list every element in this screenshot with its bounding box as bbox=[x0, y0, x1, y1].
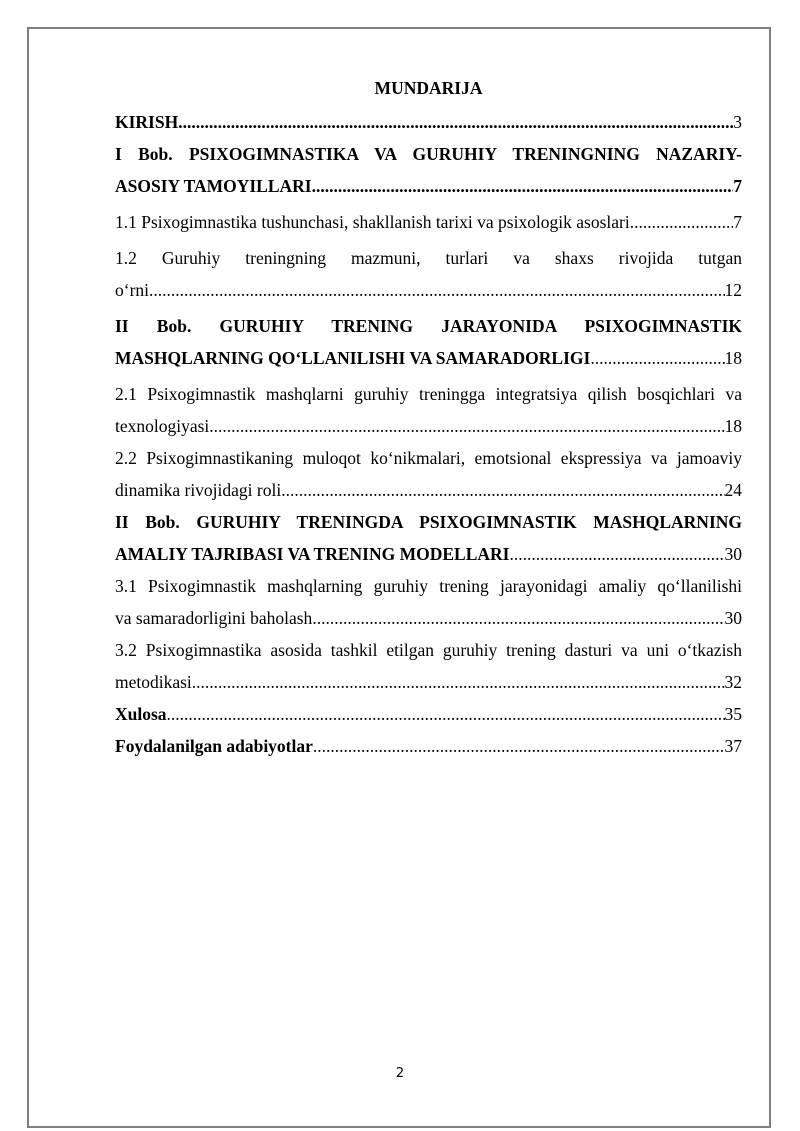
toc-entry-section-1-2[interactable] bbox=[115, 242, 742, 306]
table-of-contents bbox=[115, 76, 742, 762]
toc-entry-section-1-1[interactable] bbox=[115, 206, 742, 238]
toc-leader-dots bbox=[630, 206, 734, 238]
toc-page-number: 7 bbox=[733, 212, 742, 232]
toc-leader-dots bbox=[510, 538, 725, 570]
toc-entry-line: 1.2 Guruhiy treningning mazmuni, turlari va shaxs rivojida tutgan bbox=[115, 248, 742, 268]
toc-entry-chapter-3[interactable] bbox=[115, 506, 742, 570]
toc-entry-section-3-2[interactable] bbox=[115, 634, 742, 698]
toc-page-number: 32 bbox=[724, 672, 742, 692]
toc-page-number: 24 bbox=[724, 480, 742, 500]
toc-leader-dots bbox=[167, 698, 725, 730]
toc-leader-dots bbox=[192, 666, 725, 698]
toc-entry-text: MASHQLARNING QO‘LLANILISHI VA SAMARADORLIGI bbox=[115, 348, 591, 368]
toc-entry-line: 3.1 Psixogimnastik mashqlarning guruhiy trening jarayonidagi amaliy qo‘llanilishi bbox=[115, 576, 742, 596]
toc-page-number: 7 bbox=[733, 176, 742, 196]
toc-leader-dots bbox=[178, 106, 733, 138]
toc-entry-section-2-2[interactable] bbox=[115, 442, 742, 506]
toc-leader-dots bbox=[590, 342, 724, 374]
toc-entry-text: ASOSIY TAMOYILLARI bbox=[115, 176, 312, 196]
toc-entry-line: 2.1 Psixogimnastik mashqlarni guruhiy treningga integratsiya qilish bosqichlari va bbox=[115, 384, 742, 404]
toc-entry-chapter-1[interactable] bbox=[115, 138, 742, 202]
toc-title: MUNDARIJA bbox=[374, 78, 483, 98]
toc-leader-dots bbox=[281, 474, 724, 506]
toc-page-number: 35 bbox=[724, 704, 742, 724]
toc-page-number: 30 bbox=[724, 608, 742, 628]
toc-entry-adabiyotlar[interactable] bbox=[115, 730, 742, 762]
toc-entry-line: II Bob. GURUHIY TRENING JARAYONIDA PSIXOGIMNASTIK bbox=[115, 316, 742, 336]
toc-leader-dots bbox=[312, 602, 724, 634]
toc-entry-text: AMALIY TAJRIBASI VA TRENING MODELLARI bbox=[115, 544, 510, 564]
toc-entry-line: 2.2 Psixogimnastikaning muloqot ko‘nikmalari, emotsional ekspressiya va jamoaviy bbox=[115, 448, 742, 468]
toc-entry-text: metodikasi bbox=[115, 672, 192, 692]
toc-entry-line: II Bob. GURUHIY TRENINGDA PSIXOGIMNASTIK MASHQLARNING bbox=[115, 512, 742, 532]
toc-entry-text: Foydalanilgan adabiyotlar bbox=[115, 736, 313, 756]
toc-page-number: 12 bbox=[724, 280, 742, 300]
toc-entry-text: KIRISH bbox=[115, 112, 179, 132]
toc-entry-text: o‘rni bbox=[115, 280, 150, 300]
toc-entry-kirish[interactable] bbox=[115, 106, 742, 138]
toc-leader-dots bbox=[209, 410, 724, 442]
toc-entry-text: dinamika rivojidagi roli bbox=[115, 480, 282, 500]
toc-leader-dots bbox=[312, 170, 734, 202]
toc-page-number: 18 bbox=[724, 416, 742, 436]
toc-entry-section-2-1[interactable] bbox=[115, 378, 742, 442]
toc-entry-chapter-2[interactable] bbox=[115, 310, 742, 374]
toc-entry-line: 3.2 Psixogimnastika asosida tashkil etilgan guruhiy trening dasturi va uni o‘tkazish bbox=[115, 640, 742, 660]
toc-entry-line: I Bob. PSIXOGIMNASTIKA VA GURUHIY TRENINGNING NAZARIY- bbox=[115, 144, 742, 164]
toc-entry-text: Xulosa bbox=[115, 704, 167, 724]
toc-entry-xulosa[interactable] bbox=[115, 698, 742, 730]
toc-page-number: 18 bbox=[724, 348, 742, 368]
toc-leader-dots bbox=[313, 730, 725, 762]
page-number: 2 bbox=[395, 1066, 405, 1081]
toc-entry-section-3-1[interactable] bbox=[115, 570, 742, 634]
toc-leader-dots bbox=[149, 274, 724, 306]
toc-entry-text: texnologiyasi bbox=[115, 416, 210, 436]
toc-page-number: 3 bbox=[733, 112, 742, 132]
toc-entry-text: va samaradorligini baholash bbox=[115, 608, 313, 628]
toc-page-number: 30 bbox=[724, 544, 742, 564]
toc-page-number: 37 bbox=[724, 736, 742, 756]
toc-entry-text: 1.1 Psixogimnastika tushunchasi, shakllanish tarixi va psixologik asoslari bbox=[115, 212, 630, 232]
